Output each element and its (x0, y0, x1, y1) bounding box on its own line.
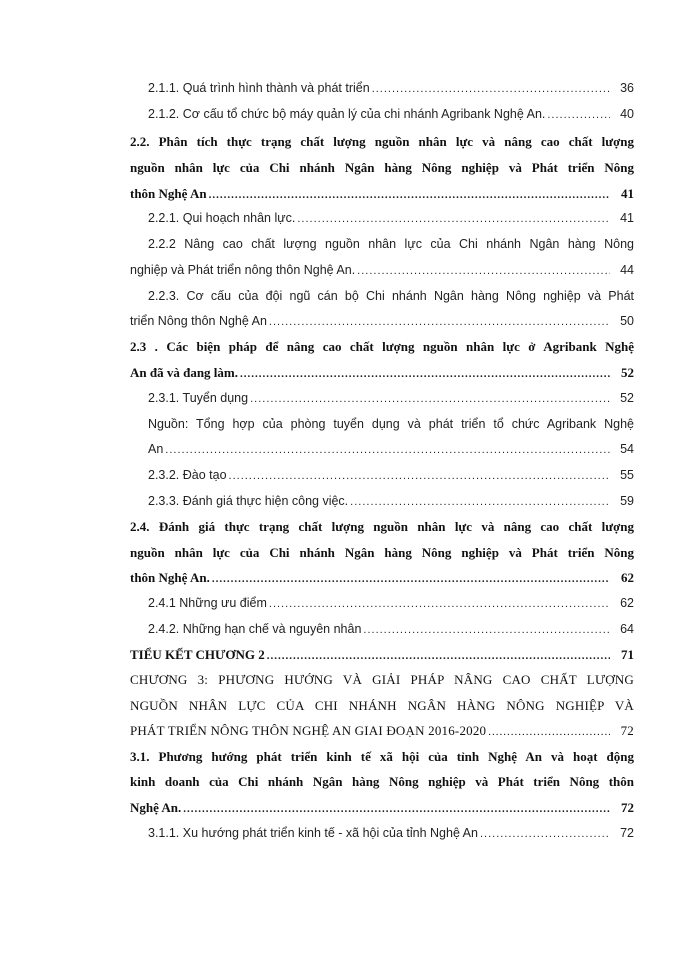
toc-entry-line: 3.1. Phương hướng phát triển kinh tế xã hội của tỉnh Nghệ An và hoạt động (130, 749, 634, 764)
toc-entry (148, 387, 634, 409)
toc-entry-title: 2.3.3. Đánh giá thực hiện công việc. (148, 494, 349, 508)
toc-leader (183, 798, 610, 819)
toc-page-number: 41 (621, 186, 634, 201)
toc-leader (363, 619, 610, 640)
toc-page-number: 72 (620, 723, 634, 738)
toc-leader (372, 78, 610, 99)
toc-entry (148, 490, 634, 512)
toc-entry (130, 797, 634, 819)
toc-leader (250, 388, 610, 409)
toc-entry-title: 2.2.1. Qui hoạch nhân lực. (148, 211, 296, 225)
toc-entry (148, 77, 634, 99)
toc-leader (297, 208, 610, 229)
toc-entry-title: Nghệ An. (130, 800, 182, 815)
toc-entry (130, 362, 634, 384)
toc-leader (240, 363, 610, 384)
toc-page-number: 36 (620, 81, 634, 95)
toc-leader (229, 465, 610, 486)
toc-page-number: 54 (620, 442, 634, 456)
toc-leader (350, 491, 610, 512)
toc-page-number: 62 (621, 570, 634, 585)
toc-entry (148, 822, 634, 844)
toc-entry-title: TIỂU KẾT CHƯƠNG 2 (130, 647, 265, 662)
toc-entry-line: 2.3 . Các biện pháp để nâng cao chất lượng nguồn nhân lực ở Agribank Nghệ (130, 339, 634, 354)
toc-leader (269, 311, 610, 332)
toc-page-number: 72 (621, 800, 634, 815)
toc-leader (209, 184, 610, 205)
toc-page-number: 52 (621, 365, 634, 380)
toc-entry-line: CHƯƠNG 3: PHƯƠNG HƯỚNG VÀ GIẢI PHÁP NÂNG CAO CHẤT LƯỢNG (130, 672, 634, 687)
toc-page-number: 55 (620, 468, 634, 482)
toc-entry-title: 3.1.1. Xu hướng phát triển kinh tế - xã hội của tỉnh Nghệ An (148, 826, 478, 840)
toc-entry-line: 2.2.2 Nâng cao chất lượng nguồn nhân lực của Chi nhánh Ngân hàng Nông (148, 237, 634, 251)
toc-entry-title: An (148, 442, 164, 456)
toc-entry-title: triển Nông thôn Nghệ An (130, 314, 267, 328)
toc-entry (148, 592, 634, 614)
toc-entry-title: PHÁT TRIỂN NÔNG THÔN NGHỆ AN GIAI ĐOẠN 2016-2020 (130, 723, 487, 738)
toc-page-number: 41 (620, 211, 634, 225)
toc-entry (130, 567, 634, 589)
toc-entry (148, 207, 634, 229)
toc-page-number: 52 (620, 391, 634, 405)
toc-entry (130, 310, 634, 332)
toc-entry (130, 259, 634, 281)
toc-entry-title: 2.3.2. Đào tạo (148, 468, 227, 482)
toc-page-number: 44 (620, 263, 634, 277)
toc-leader (269, 593, 610, 614)
toc-entry (130, 644, 634, 666)
toc-entry-title: 2.4.2. Những hạn chế và nguyên nhân (148, 622, 362, 636)
toc-entry-title: An đã và đang làm. (130, 365, 238, 380)
toc-page-number: 50 (620, 314, 634, 328)
toc-entry (148, 464, 634, 486)
toc-entry-line: 2.2. Phân tích thực trạng chất lượng nguồn nhân lực và nâng cao chất lượng (130, 134, 634, 149)
toc-entry (130, 720, 634, 742)
toc-entry-title: 2.1.1. Quá trình hình thành và phát triển (148, 81, 370, 95)
toc-leader (357, 260, 610, 281)
toc-entry (148, 618, 634, 640)
toc-entry-line: 2.4. Đánh giá thực trạng chất lượng nguồn nhân lực và nâng cao chất lượng (130, 519, 634, 534)
toc-leader (212, 568, 610, 589)
toc-entry-title: 2.4.1 Những ưu điểm (148, 596, 267, 610)
toc-entry-line: 2.2.3. Cơ cấu của đội ngũ cán bộ Chi nhánh Ngân hàng Nông nghiệp và Phát (148, 289, 634, 303)
toc-page-number: 59 (620, 494, 634, 508)
toc-leader (480, 823, 610, 844)
toc-entry-title: nghiệp và Phát triển nông thôn Nghệ An. (130, 263, 356, 277)
toc-entry-line: nguồn nhân lực của Chi nhánh Ngân hàng Nông nghiệp và Phát triển Nông (130, 545, 634, 560)
toc-entry-title: 2.1.2. Cơ cấu tổ chức bộ máy quản lý của chi nhánh Agribank Nghệ An. (148, 107, 546, 121)
toc-entry-line: kinh doanh của Chi nhánh Ngân hàng Nông nghiệp và Phát triển Nông thôn (130, 774, 634, 789)
toc-page-number: 71 (621, 647, 634, 662)
toc-entry (148, 103, 634, 125)
toc-entry-line: nguồn nhân lực của Chi nhánh Ngân hàng Nông nghiệp và Phát triển Nông (130, 160, 634, 175)
toc-page-number: 72 (620, 826, 634, 840)
toc-leader (165, 439, 610, 460)
toc-page-number: 62 (620, 596, 634, 610)
toc-leader (547, 104, 610, 125)
toc-entry-line: Nguồn: Tổng hợp của phòng tuyển dụng và phát triển tổ chức Agribank Nghệ (148, 417, 634, 431)
toc-entry (148, 438, 634, 460)
toc-entry-title: 2.3.1. Tuyển dụng (148, 391, 249, 405)
toc-entry-line: NGUỒN NHÂN LỰC CỦA CHI NHÁNH NGÂN HÀNG NÔNG NGHIỆP VÀ (130, 698, 634, 713)
toc-entry-title: thôn Nghệ An. (130, 570, 210, 585)
toc-entry-title: thôn Nghệ An (130, 186, 207, 201)
toc-leader (267, 645, 610, 666)
toc-leader (488, 721, 610, 742)
toc-page-number: 40 (620, 107, 634, 121)
toc-page-number: 64 (620, 622, 634, 636)
toc-entry (130, 183, 634, 205)
